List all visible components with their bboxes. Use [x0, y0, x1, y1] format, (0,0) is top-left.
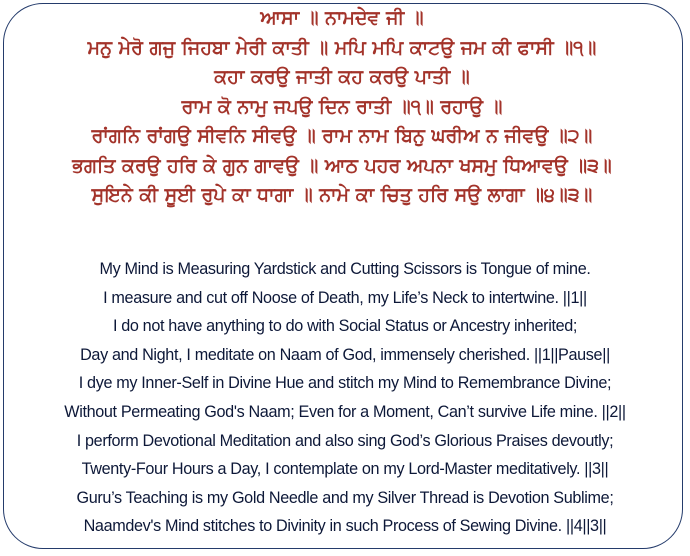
translation-line: Twenty-Four Hours a Day, I contemplate on my Lord-Master meditatively. ||3||: [81, 460, 609, 479]
gurmukhi-line: ਕਹਾ ਕਰਉ ਜਾਤੀ ਕਹ ਕਰਉ ਪਾਤੀ ॥: [214, 66, 470, 88]
gurmukhi-line: ਮਨੁ ਮੇਰੋ ਗਜੁ ਜਿਹਬਾ ਮੇਰੀ ਕਾਤੀ ॥ ਮਪਿ ਮਪਿ ਕਾਟਉ ਜਮ ਕੀ ਫਾਸੀ ॥੧॥: [87, 36, 597, 59]
translation-line: I measure and cut off Noose of Death, my Life’s Neck to intertwine. ||1||: [103, 288, 587, 307]
gurmukhi-verse: [0, 4, 684, 211]
translation-line: Guru’s Teaching is my Gold Needle and my Silver Thread is Devotion Sublime;: [76, 488, 614, 507]
translation-line: I perform Devotional Meditation and also sing God’s Glorious Praises devoutly;: [76, 431, 614, 450]
translation-line: Naamdev's Mind stitches to Divinity in such Process of Sewing Divine. ||4||3||: [83, 517, 607, 536]
gurmukhi-line: ਰਾਂਗਨਿ ਰਾਂਗਉ ਸੀਵਨਿ ਸੀਵਉ ॥ ਰਾਮ ਨਾਮ ਬਿਨੁ ਘਰੀਅ ਨ ਜੀਵਉ ॥੨॥: [91, 125, 593, 147]
gurmukhi-line: ਭਗਤਿ ਕਰਉ ਹਰਿ ਕੇ ਗੁਨ ਗਾਵਉ ॥ ਆਠ ਪਹਰ ਅਪਨਾ ਖਸਮੁ ਧਿਆਵਉ ॥੩॥: [72, 154, 612, 177]
translation-line: My Mind is Measuring Yardstick and Cutting Scissors is Tongue of mine.: [99, 260, 591, 278]
translation-line: Without Permeating God's Naam; Even for a Moment, Can’t survive Life mine. ||2||: [64, 402, 626, 421]
english-translation: [0, 255, 690, 541]
translation-line: I dye my Inner-Self in Divine Hue and stitch my Mind to Remembrance Divine;: [78, 374, 612, 393]
translation-line: Day and Night, I meditate on Naam of God, immensely cherished. ||1||Pause||: [80, 345, 610, 364]
gurmukhi-line: ਆਸਾ ॥ ਨਾਮਦੇਵ ਜੀ ॥: [260, 7, 424, 29]
gurmukhi-line: ਰਾਮ ਕੋ ਨਾਮੁ ਜਪਉ ਦਿਨ ਰਾਤੀ ॥੧॥ ਰਹਾਉ ॥: [181, 95, 503, 118]
gurmukhi-line: ਸੁਇਨੇ ਕੀ ਸੂਈ ਰੁਪੇ ਕਾ ਧਾਗਾ ॥ ਨਾਮੇ ਕਾ ਚਿਤੁ ਹਰਿ ਸਉ ਲਾਗਾ ॥੪॥੩॥: [91, 184, 593, 206]
translation-line: I do not have anything to do with Social Status or Ancestry inherited;: [112, 317, 578, 336]
